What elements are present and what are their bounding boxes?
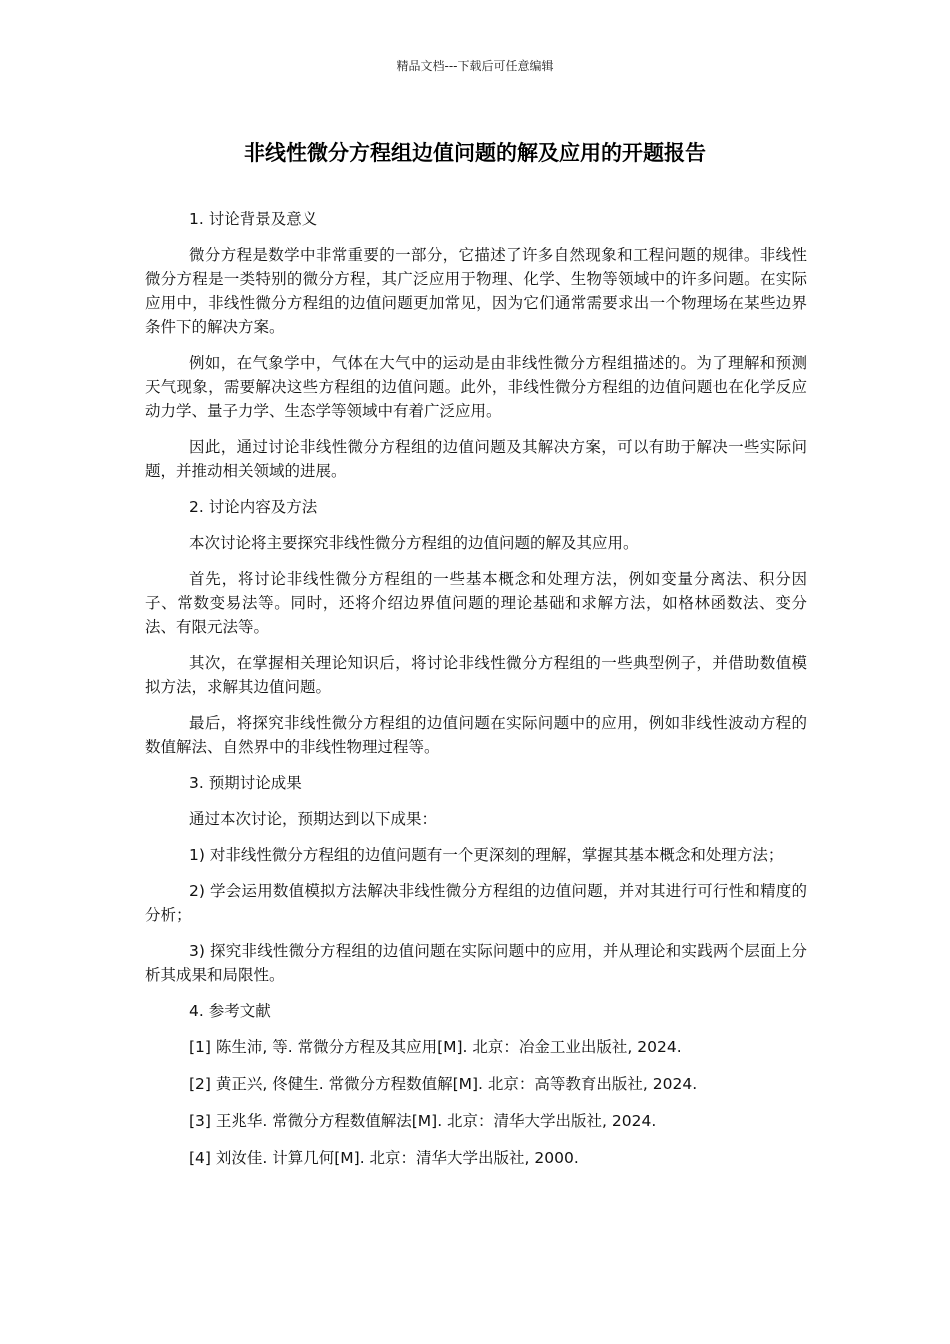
paragraph: 本次讨论将主要探究非线性微分方程组的边值问题的解及其应用。 xyxy=(189,534,639,552)
paragraph: 其次，在掌握相关理论知识后，将讨论非线性微分方程组的一些典型例子，并借助数值模拟方法，求解其边值问题。 xyxy=(145,654,807,696)
reference-item: [4] 刘汝佳. 计算几何[M]. 北京：清华大学出版社, 2000. xyxy=(189,1149,579,1167)
document-body xyxy=(145,207,807,1183)
document-title: 非线性微分方程组边值问题的解及应用的开题报告 xyxy=(244,141,706,165)
paragraph: 微分方程是数学中非常重要的一部分，它描述了许多自然现象和工程问题的规律。非线性微分方程是一类特别的微分方程，其广泛应用于物理、化学、生物等领域中的许多问题。在实际应用中，非线性微分方程组的边值问题更加常见，因为它们通常需要求出一个物理场在某些边界条件下的解决方案。 xyxy=(145,246,807,336)
reference-item: [2] 黄正兴, 佟健生. 常微分方程数值解[M]. 北京：高等教育出版社, 2024. xyxy=(189,1075,698,1093)
list-item: 2) 学会运用数值模拟方法解决非线性微分方程组的边值问题，并对其进行可行性和精度的分析； xyxy=(145,882,807,924)
list-item: 1) 对非线性微分方程组的边值问题有一个更深刻的理解，掌握其基本概念和处理方法； xyxy=(189,846,784,864)
paragraph: 首先，将讨论非线性微分方程组的一些基本概念和处理方法，例如变量分离法、积分因子、常数变易法等。同时，还将介绍边界值问题的理论基础和求解方法，如格林函数法、变分法、有限元法等。 xyxy=(145,570,807,636)
section-heading-references: 4. 参考文献 xyxy=(189,1002,271,1020)
reference-item: [1] 陈生沛, 等. 常微分方程及其应用[M]. 北京：冶金工业出版社, 2024. xyxy=(189,1038,682,1056)
section-heading-content-methods: 2. 讨论内容及方法 xyxy=(189,498,318,516)
reference-item: [3] 王兆华. 常微分方程数值解法[M]. 北京：清华大学出版社, 2024. xyxy=(189,1112,657,1130)
paragraph: 通过本次讨论，预期达到以下成果： xyxy=(189,810,438,828)
section-heading-expected-results: 3. 预期讨论成果 xyxy=(189,774,302,792)
paragraph: 因此，通过讨论非线性微分方程组的边值问题及其解决方案，可以有助于解决一些实际问题，并推动相关领域的进展。 xyxy=(145,438,807,480)
header-note: 精品文档---下载后可任意编辑 xyxy=(396,59,554,73)
section-heading-background: 1. 讨论背景及意义 xyxy=(189,210,318,228)
list-item: 3) 探究非线性微分方程组的边值问题在实际问题中的应用，并从理论和实践两个层面上分析其成果和局限性。 xyxy=(145,942,807,984)
paragraph: 最后，将探究非线性微分方程组的边值问题在实际问题中的应用，例如非线性波动方程的数值解法、自然界中的非线性物理过程等。 xyxy=(145,714,807,756)
paragraph: 例如，在气象学中，气体在大气中的运动是由非线性微分方程组描述的。为了理解和预测天气现象，需要解决这些方程组的边值问题。此外，非线性微分方程组的边值问题也在化学反应动力学、量子力学、生态学等领域中有着广泛应用。 xyxy=(145,354,807,420)
